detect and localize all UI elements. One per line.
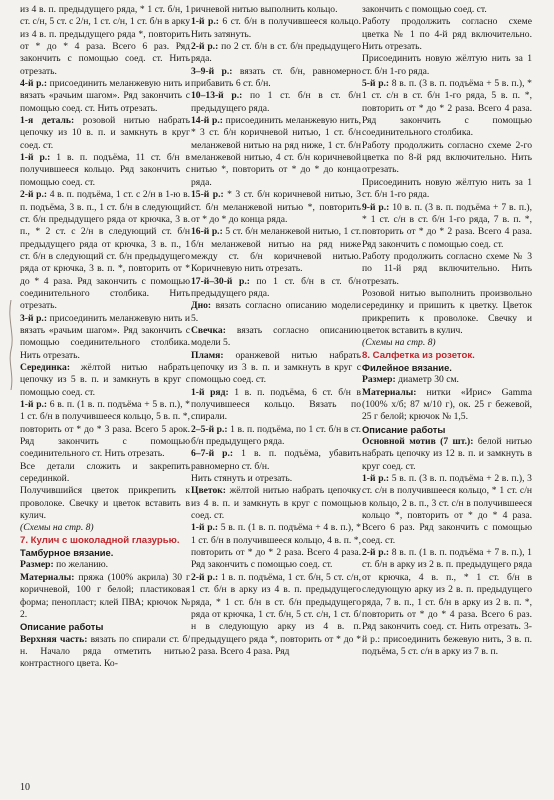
row-label: Пламя: [191,349,224,361]
paragraph [191,41,361,66]
row-label: 1-й р.: [191,16,219,28]
subheading: Филейное вязание. [362,361,452,373]
paragraph-text: 10 в. п. (3 в. п. подъёма + 7 в. п.), * 1 ст. с/н в ст. б/н 1-го ряда, 7 в. п. *, повторить от * до * 2 раза. Всего 4 раза. Ряд закончить с помощью соед. ст. [362,201,533,250]
paragraph [191,300,361,325]
paragraph [20,313,190,362]
row-label: 17-й–30-й р.: [191,275,250,287]
paragraph-text: Присоединить новую жёлтую нить за 1 ст. б/н 1-го ряда. [362,176,532,201]
paragraph [362,140,532,177]
section-title: 7. Кулич с шоколадной глазурью. [20,534,180,546]
paragraph [20,559,190,571]
paragraph-text: * 3 ст. б/н коричневой нитью, 3 ст. б/н меланжевой нитью *, повторить от * до * до конца ряда. [191,189,361,225]
paragraph-text: вязать по спирали ст. б/н. Начало ряда отметить нитью контрастного цвета. Ко- [20,633,190,670]
row-label: Материалы: [20,571,75,583]
row-label: 2-й р.: [191,41,219,53]
paragraph [191,16,361,41]
paragraph-text: 8 в. п. (3 в. п. подъёма + 5 в. п.), * 1 ст. с/н в ст. б/н 1-го ряда, 5 в. п. *, повторить от * до * 2 раза. Всего 4 раза. Ряд закончить с помощью соединительного столбика. [362,78,532,139]
paragraph [20,634,190,671]
paragraph [191,473,361,485]
paragraph [362,177,532,202]
paragraph [362,16,532,53]
paragraph-text: 1 в. п. подъёма, 6 ст. б/н в получившееся кольцо. Вязать по спирали. [191,386,362,423]
paragraph [20,399,190,461]
paragraph [362,374,532,386]
paragraph-text: нитки «Ирис» Gamma (100% х/б; 87 м/10 г), ок. 25 г бежевой, 25 г белой; крючок № 1,5. [362,386,532,423]
row-label: 9-й р.: [362,201,390,213]
scheme-reference: (Схемы на стр. 8) [362,337,436,349]
row-label: 5-й р.: [362,78,390,90]
paragraph-text: Розовой нитью выполнить произвольно серединку и пришить к цветку. Цветок прикрепить к проволоке. Свечку и цветок вставить в кулич. [362,287,532,336]
paragraph [191,350,361,387]
row-label: 16-й р.: [191,226,223,238]
column-middle [191,4,361,658]
row-label: 1-й р.: [20,152,51,164]
row-label: 1-й р.: [20,399,48,410]
paragraph [191,572,361,658]
paragraph-text: жёлтой нитью набрать цепочку из 5 в. п. и замкнуть в круг с помощью соед. ст. [20,361,190,398]
paragraph [362,78,532,140]
section-title: 8. Салфетка из розеток. [362,349,475,361]
paragraph-text: Все детали сложить и закрепить серединкой. [20,460,190,485]
paragraph-text: Присоединить новую жёлтую нить за 1 ст. б/н 1-го ряда. [362,53,532,77]
paragraph-text: 6 ст. б/н в получившееся кольцо. Нить затянуть. [191,16,361,40]
paragraph-text: вязать согласно описанию модели 5. [191,324,361,349]
paragraph [191,448,361,473]
paragraph [191,424,361,449]
paragraph-text: 1 в. п. подъёма, 11 ст. б/н в получившееся кольцо. Ряд закончить с помощью соед. ст. [20,152,190,188]
paragraph [191,115,361,189]
paragraph-text: 1 в. п. подъёма, 1 ст. б/н, 5 ст. с/н, 1 ст. б/н в арку из 4 в. п. предыдущего ряда, * 1 ст. б/н в ст. б/н предыдущего ряда от крючка, 1 ст. б/н, 5 ст. с/н, 1 ст. б/н в следующую арку из 4 в. п. предыдущего ряда *, повторить от * до * 2 раза. Всего 4 раза. Ряд [191,571,361,657]
row-label: 15-й р.: [191,189,224,201]
paragraph [362,202,532,251]
paragraph-text: ричневой нитью выполнить кольцо. [191,4,338,15]
paragraph-text: по 2 ст. б/н в ст. б/н предыдущего ряда. [191,41,361,65]
paragraph [20,485,190,522]
row-label: 1-й р.: [191,522,219,534]
ornament-icon [6,300,16,390]
paragraph [191,226,361,275]
paragraph-text: Работу продолжить согласно схеме 2-го цветка по 8-й ряд включительно. Нить отрезать. [362,139,532,176]
paragraph [362,4,532,16]
paragraph-text: белой нитью набрать цепочку из 12 в. п. и замкнуть в круг соед. ст. [362,436,532,472]
row-label: 2-й р.: [191,571,219,583]
paragraph-text: 4 в. п. подъёма, 1 ст. с 2/н в 1-ю в. п. подъёма, 3 в. п., 1 ст. б/н в следующий ст. б/н предыдущего ряда от крючка, 3 в. п., * 2 ст. с 2/н в следующий ст. б/н предыдущего ряда от крючка, 3 в. п., 1 ст. б/н в следующий ст. б/н предыдущего ряда от крючка, 3 в. п. *, повторить от * до * 4 раза. Ряд закончить с помощью соединительного столбика. Нить отрезать. [20,189,190,312]
paragraph [362,53,532,78]
paragraph-text: пряжа (100% акрила) 30 г коричневой, 100 г белой; пластиковая форма; пенопласт; клей ПВА; крючок № 2. [20,571,190,620]
paragraph [362,547,532,658]
paragraph [191,485,361,522]
paragraph-text: 1 в. п. подъёма, убавить равномерно ст. б/н. [191,448,361,472]
paragraph-text: жёлтой нитью набрать цепочку из 4 в. п. и замкнуть в круг с помощью соед. ст. [191,485,361,522]
subheading: Описание работы [362,423,446,435]
page-number: 10 [20,782,30,793]
paragraph [20,572,190,621]
row-label: Размер: [20,559,54,571]
paragraph-text: розовой нитью набрать цепочку из 10 в. п. и замкнуть в круг соед. ст. [20,115,190,151]
paragraph-text: по 1 ст. б/н в ст. б/н предыдущего ряда. [191,90,361,114]
row-label: Размер: [362,374,396,386]
paragraph-text: присоединить меланжевую нить и вязать «рачьим шагом». Ряд закончить с помощью соед. ст. Нить отрезать. [20,78,190,114]
scheme-reference: (Схемы на стр. 8) [20,522,94,534]
row-label: Материалы: [362,386,417,398]
paragraph-text: диаметр 30 см. [395,374,459,386]
row-label: 4-й р.: [20,78,48,90]
paragraph [362,473,532,547]
paragraph-text: 1 в. п. подъёма, по 1 ст. б/н в ст. б/н предыдущего ряда. [191,423,361,448]
paragraph-text: из 4 в. п. предыдущего ряда, * 1 ст. б/н, 1 ст. с/н, 5 ст. с 2/н, 1 ст. с/н, 1 ст. б/н в арку из 4 в. п. предыдущего ряда *, повторить от * до * 4 раза. Всего 6 раз. Ряд закончить с помощью соед. ст. Нить отрезать. [20,4,190,77]
paragraph-text: 6 в. п. (1 в. п. подъёма + 5 в. п.), * 1 ст. б/н в получившееся кольцо, 5 в. п. *, повторить от * до * 3 раза. Всего 5 арок. Ряд закончить с помощью соединительного ст. Нить отрезать. [20,399,190,460]
paragraph-text: Работу продолжить согласно схеме цветка № 1 по 4-й ряд включительно. Нить отрезать. [362,16,532,53]
paragraph [191,90,361,115]
paragraph-text: 5 в. п. (3 в. п. подъёма + 2 в. п.), 3 ст. с/н в получившееся кольцо, * 1 ст. с/н в кольцо, 2 в. п., 3 ст. с/н в получившееся кольцо *, повторить от * до * 4 раза. Всего 6 раз. Ряд закончить с помощью соед. ст. [362,473,532,546]
column-right [362,4,532,658]
row-label: Дно: [191,300,212,312]
row-label: 6–7-й р.: [191,448,234,460]
paragraph [20,152,190,189]
paragraph-text: Нить стянуть и отрезать. [191,473,293,485]
paragraph-text: закончить с помощью соед. ст. [362,4,487,15]
row-label: Цветок: [191,485,227,497]
paragraph-text: по желанию. [53,559,109,571]
paragraph [362,387,532,424]
paragraph [362,251,532,288]
column-left [20,4,190,671]
paragraph [20,78,190,115]
paragraph-text: Работу продолжить согласно схеме № 3 по 11-й ряд включительно. Нить отрезать. [362,250,532,287]
row-label: 2–5-й р.: [191,423,228,435]
row-label: Верхняя часть: [20,633,88,645]
row-label: 10–13-й р.: [191,90,243,102]
paragraph [191,522,361,571]
row-label: 2-й р.: [362,547,390,559]
row-label: 14-й р.: [191,115,223,127]
paragraph [20,362,190,399]
row-label: 1-й р.: [362,473,390,485]
row-label: Свечка: [191,324,226,336]
paragraph [20,115,190,152]
paragraph-text: Получившийся цветок прикрепить к проволоке. Свечку и цветок вставить в кулич. [20,485,190,522]
paragraph [191,325,361,350]
paragraph-text: присоединить меланжевую нить, * 3 ст. б/н коричневой нитью, 1 ст. б/н меланжевой нитью на ряд ниже, 1 ст. б/н меланжевой нитью, 4 ст. б/н коричневой нитью *, повторить от * до * до конца ряда. [191,115,361,188]
row-label: 3-й р.: [20,312,48,324]
paragraph-text: 8 в. п. (1 в. п. подъёма + 7 в. п.), 1 ст. б/н в арку из 2 в. п. предыдущего ряда от крючка, 4 в. п., * 1 ст. б/н в следующую арку из 2 в. п. предыдущего ряда, 7 в. п., 1 ст. б/н в арку из 2 в. п. *, повторить от * до * 4 раза. Всего 6 раз. Ряд закончить соед. ст. Нить отрезать. 3-й р.: присоединить бежевую нить, 3 в. п. подъёма, 5 ст. с/н в арку из 7 в. п. [362,547,532,657]
paragraph-text: присоединить меланжевую нить и вязать «рачьим шагом». Ряд закончить с помощью соединительного столбика. Нить отрезать. [20,312,190,361]
subheading: Тамбурное вязание. [20,547,114,559]
paragraph [191,66,361,91]
paragraph [20,461,190,486]
paragraph [362,436,532,473]
paragraph-text: по 1 ст. б/н в ст. б/н предыдущего ряда. [191,275,361,299]
paragraph [20,189,190,312]
paragraph-text: оранжевой нитью набрать цепочку из 3 в. п. и замкнуть в круг с помощью соед. ст. [191,349,361,386]
row-label: 1-й ряд: [191,386,229,398]
paragraph [191,189,361,226]
paragraph-text: 5 ст. б/н меланжевой нитью, 1 ст. б/н меланжевой нитью на ряд ниже между ст. б/н коричневой нитью. Коричневую нить отрезать. [191,226,361,275]
paragraph [191,4,361,16]
paragraph [20,4,190,78]
row-label: Основной мотив (7 шт.): [362,436,474,448]
row-label: 3–9-й р.: [191,65,233,77]
paragraph-text: вязать ст. б/н, равномерно прибавить 6 ст. б/н. [191,65,361,90]
subheading: Описание работы [20,621,104,633]
paragraph [191,276,361,301]
paragraph [362,288,532,337]
row-label: 1-я деталь: [20,115,75,127]
paragraph [191,387,361,424]
row-label: Серединка: [20,361,71,373]
paragraph-text: вязать согласно описанию модели 5. [191,300,361,324]
paragraph-text: 5 в. п. (1 в. п. подъёма + 4 в. п.), * 1 ст. б/н в получившееся кольцо, 4 в. п. *, повторить от * до * 2 раза. Всего 4 раза. Ряд закончить с помощью соед. ст. [191,522,361,571]
row-label: 2-й р.: [20,189,48,201]
